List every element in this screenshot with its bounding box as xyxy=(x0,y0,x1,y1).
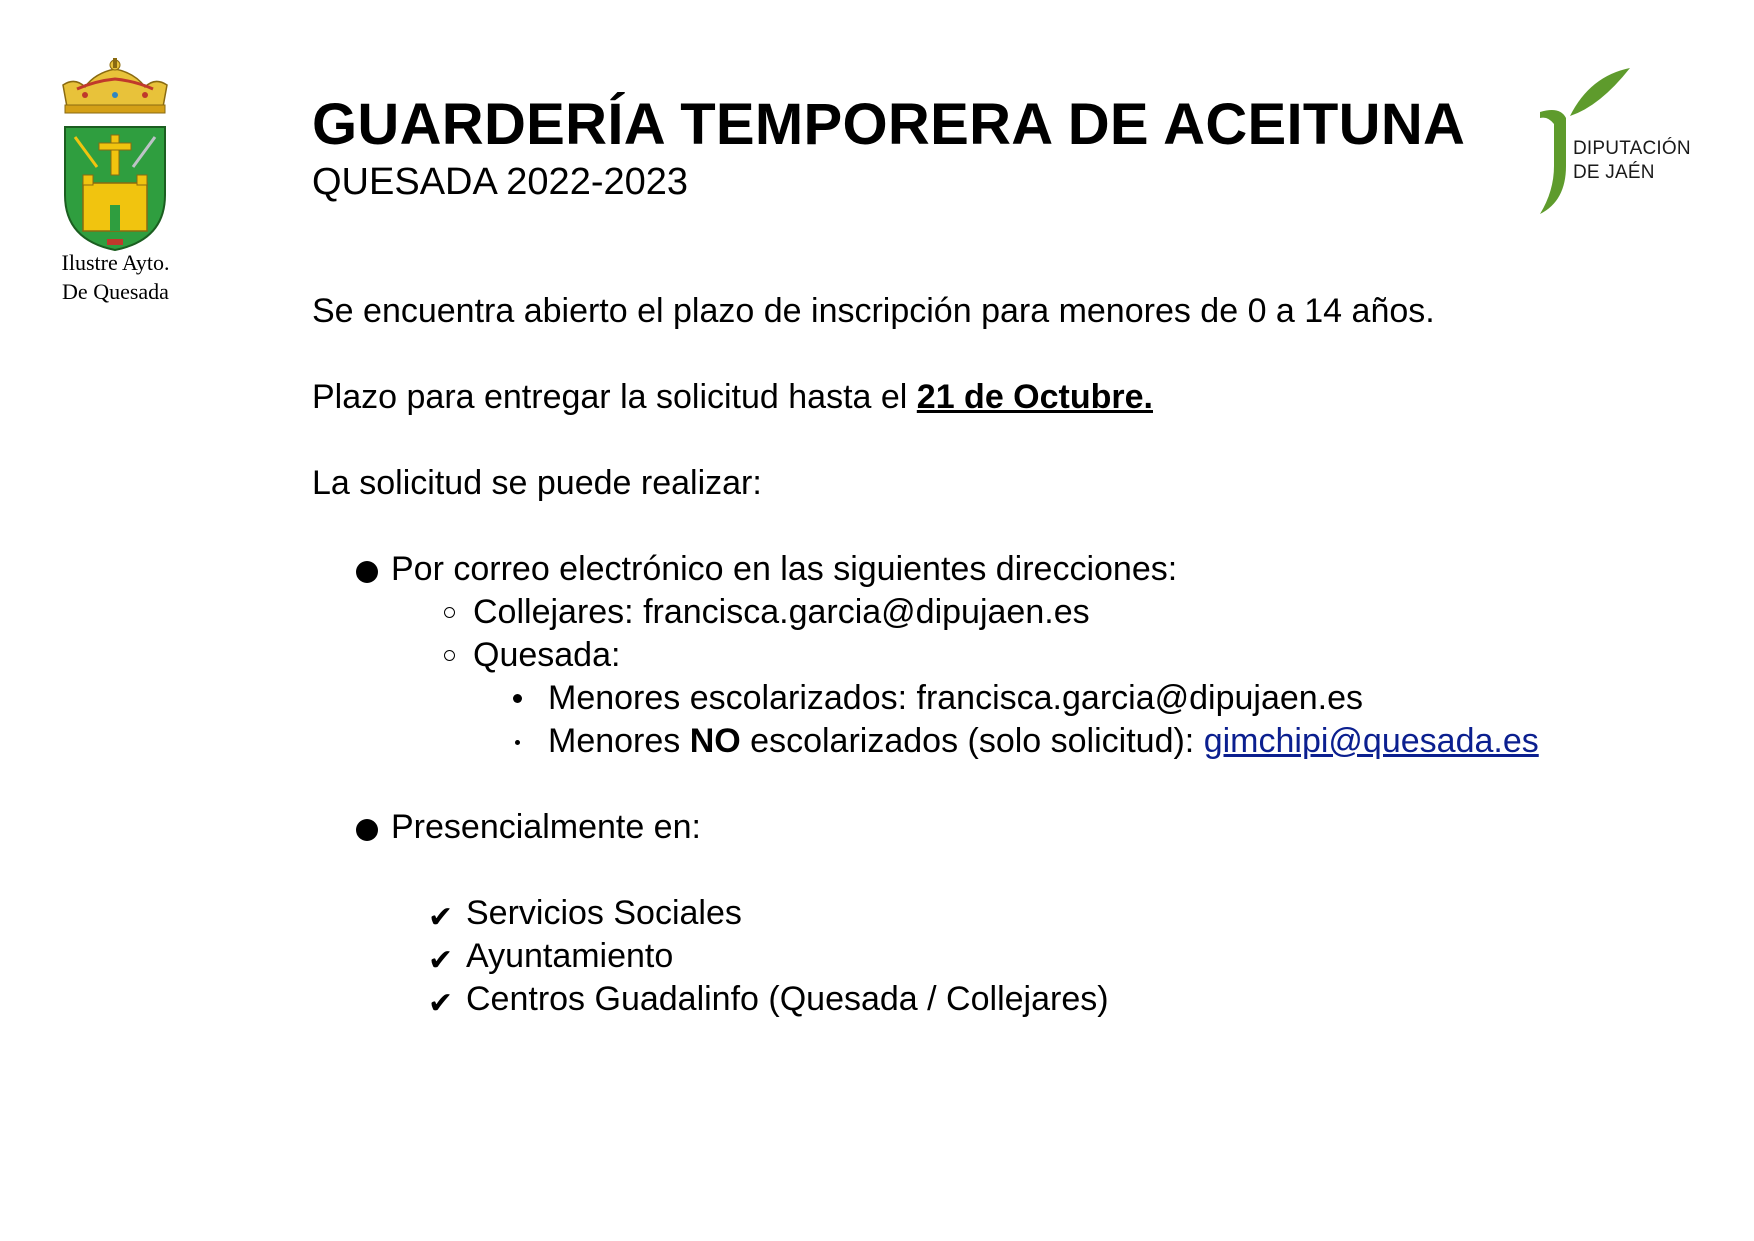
in-person-label: Presencialmente en: xyxy=(391,808,701,846)
deadline-paragraph xyxy=(312,376,1732,419)
deadline-date: 21 de Octubre. xyxy=(916,378,1153,416)
bullet-icon xyxy=(356,561,378,583)
list-item-in-person xyxy=(312,806,1732,849)
crest-caption-line2: De Quesada xyxy=(62,279,169,304)
dot-bullet-icon xyxy=(513,694,522,703)
intro-paragraph: Se encuentra abierto el plazo de inscripción para menores de 0 a 14 años. xyxy=(312,292,1435,330)
page-subtitle: QUESADA 2022-2023 xyxy=(312,161,689,203)
email-section-label: Por correo electrónico en las siguientes direcciones: xyxy=(391,550,1178,588)
document-body xyxy=(312,290,1732,1021)
quesada-coat-of-arms xyxy=(55,55,175,255)
place-label: Centros Guadalinfo (Quesada / Collejares) xyxy=(466,980,1109,1018)
list-item-place xyxy=(312,892,1732,935)
diputacion-logo-line1: DIPUTACIÓN xyxy=(1573,138,1691,159)
bullet-icon xyxy=(356,819,378,841)
place-label: Servicios Sociales xyxy=(466,894,742,932)
not-schooled-suffix: escolarizados (solo solicitud): xyxy=(740,722,1204,760)
list-item-email xyxy=(312,548,1732,591)
diputacion-logo-text xyxy=(1573,137,1691,185)
how-to-paragraph: La solicitud se puede realizar: xyxy=(312,464,762,502)
quesada-text: Quesada: xyxy=(473,636,621,674)
circle-bullet-icon xyxy=(444,650,455,661)
schooled-text: Menores escolarizados: francisca.garcia@dipujaen.es xyxy=(548,679,1364,717)
checkmark-icon: ✔ xyxy=(428,986,454,1021)
list-item-place xyxy=(312,935,1732,978)
list-item-place xyxy=(312,978,1732,1021)
page-title: GUARDERÍA TEMPORERA DE ACEITUNA xyxy=(312,92,1466,157)
email-link-gimchipi[interactable]: gimchipi@quesada.es xyxy=(1203,722,1539,760)
crest-caption xyxy=(38,248,193,306)
place-label: Ayuntamiento xyxy=(466,937,674,975)
not-schooled-prefix: Menores xyxy=(548,722,690,760)
list-item-schooled xyxy=(312,677,1732,720)
list-item-collejares xyxy=(312,591,1732,634)
checkmark-icon: ✔ xyxy=(428,900,454,935)
list-item-not-schooled xyxy=(312,720,1732,763)
not-schooled-emphasis: NO xyxy=(689,722,741,760)
deadline-prefix: Plazo para entregar la solicitud hasta el xyxy=(312,378,917,416)
diputacion-logo-line2: DE JAÉN xyxy=(1573,162,1655,183)
crest-caption-line1: Ilustre Ayto. xyxy=(61,250,170,275)
collejares-text: Collejares: francisca.garcia@dipujaen.es xyxy=(473,593,1090,631)
dot-bullet-icon xyxy=(515,740,520,745)
checkmark-icon: ✔ xyxy=(428,943,454,978)
circle-bullet-icon xyxy=(444,607,455,618)
list-item-quesada xyxy=(312,634,1732,677)
